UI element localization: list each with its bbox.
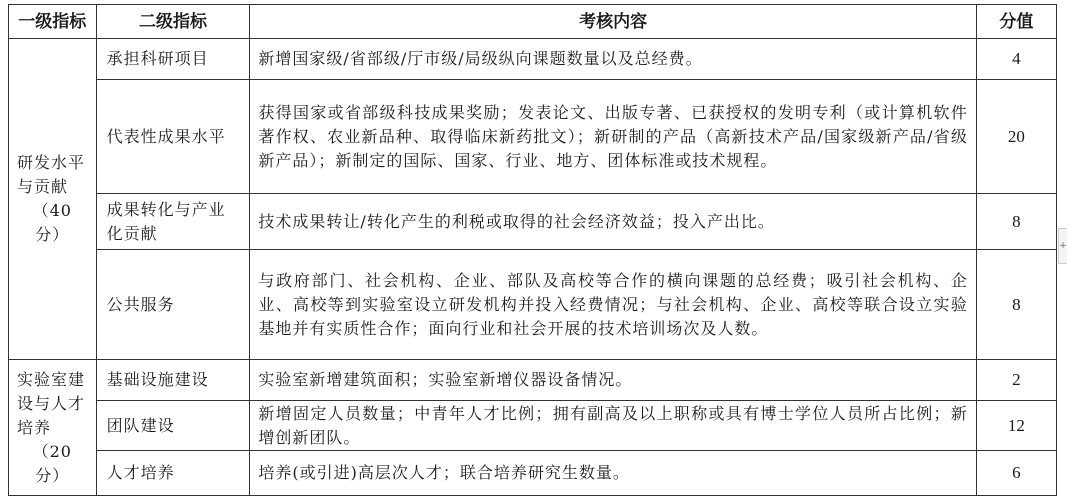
content-cell: 获得国家或省部级科技成果奖励；发表论文、出版专著、已获授权的发明专利（或计算机软件著作权、农业新品种、取得临床新药批文）；新研制的产品（高新技术产品/国家级新产品/省级新产品）；新制定的国际、国家、行业、地方、团体标准或技术规程。 — [250, 80, 976, 194]
table-row — [9, 360, 1057, 401]
table-row — [9, 194, 1057, 250]
content-cell: 新增国家级/省部级/厅市级/局级纵向课题数量以及总经费。 — [250, 39, 976, 80]
content-cell: 实验室新增建筑面积；实验室新增仪器设备情况。 — [250, 360, 976, 401]
table-header-row — [9, 5, 1057, 39]
level2-name: 人才培养 — [96, 451, 250, 496]
header-content: 考核内容 — [250, 5, 976, 39]
content-cell: 新增固定人员数量；中青年人才比例；拥有副高及以上职称或具有博士学位人员所占比例；新增创新团队。 — [250, 401, 976, 451]
score-cell: 8 — [976, 194, 1056, 250]
level2-name: 承担科研项目 — [96, 39, 250, 80]
table-row — [9, 39, 1057, 80]
score-cell: 12 — [976, 401, 1056, 451]
content-cell: 与政府部门、社会机构、企业、部队及高校等合作的横向课题的总经费；吸引社会机构、企业、高校等到实验室设立研发机构并投入经费情况；与社会机构、企业、高校等联合设立实验基地并有实质性合作；面向行业和社会开展的技术培训场次及人数。 — [250, 250, 976, 360]
table-row — [9, 451, 1057, 496]
score-cell: 2 — [976, 360, 1056, 401]
level1-score: （20 分） — [32, 441, 72, 485]
table-row — [9, 401, 1057, 451]
level2-name: 成果转化与产业化贡献 — [96, 194, 250, 250]
table-row — [9, 250, 1057, 360]
level1-cell — [9, 39, 97, 360]
level2-name: 代表性成果水平 — [96, 80, 250, 194]
level1-score: （40 分） — [32, 201, 72, 244]
header-score: 分值 — [976, 5, 1056, 39]
side-scroll-handle[interactable]: + — [1058, 228, 1067, 264]
content-cell: 技术成果转让/转化产生的利税或取得的社会经济效益；投入产出比。 — [250, 194, 976, 250]
level1-name: 研发水平与贡献 — [17, 153, 86, 196]
level2-name: 基础设施建设 — [96, 360, 250, 401]
table-row — [9, 80, 1057, 194]
header-level1: 一级指标 — [9, 5, 97, 39]
score-cell: 4 — [976, 39, 1056, 80]
header-level2: 二级指标 — [96, 5, 250, 39]
level1-cell — [9, 360, 97, 496]
score-cell: 20 — [976, 80, 1056, 194]
level1-name: 实验室建设与人才培养 — [17, 369, 86, 437]
level2-name: 公共服务 — [96, 250, 250, 360]
level2-name: 团队建设 — [96, 401, 250, 451]
score-cell: 8 — [976, 250, 1056, 360]
evaluation-table — [8, 4, 1057, 496]
content-cell: 培养(或引进)高层次人才；联合培养研究生数量。 — [250, 451, 976, 496]
score-cell: 6 — [976, 451, 1056, 496]
